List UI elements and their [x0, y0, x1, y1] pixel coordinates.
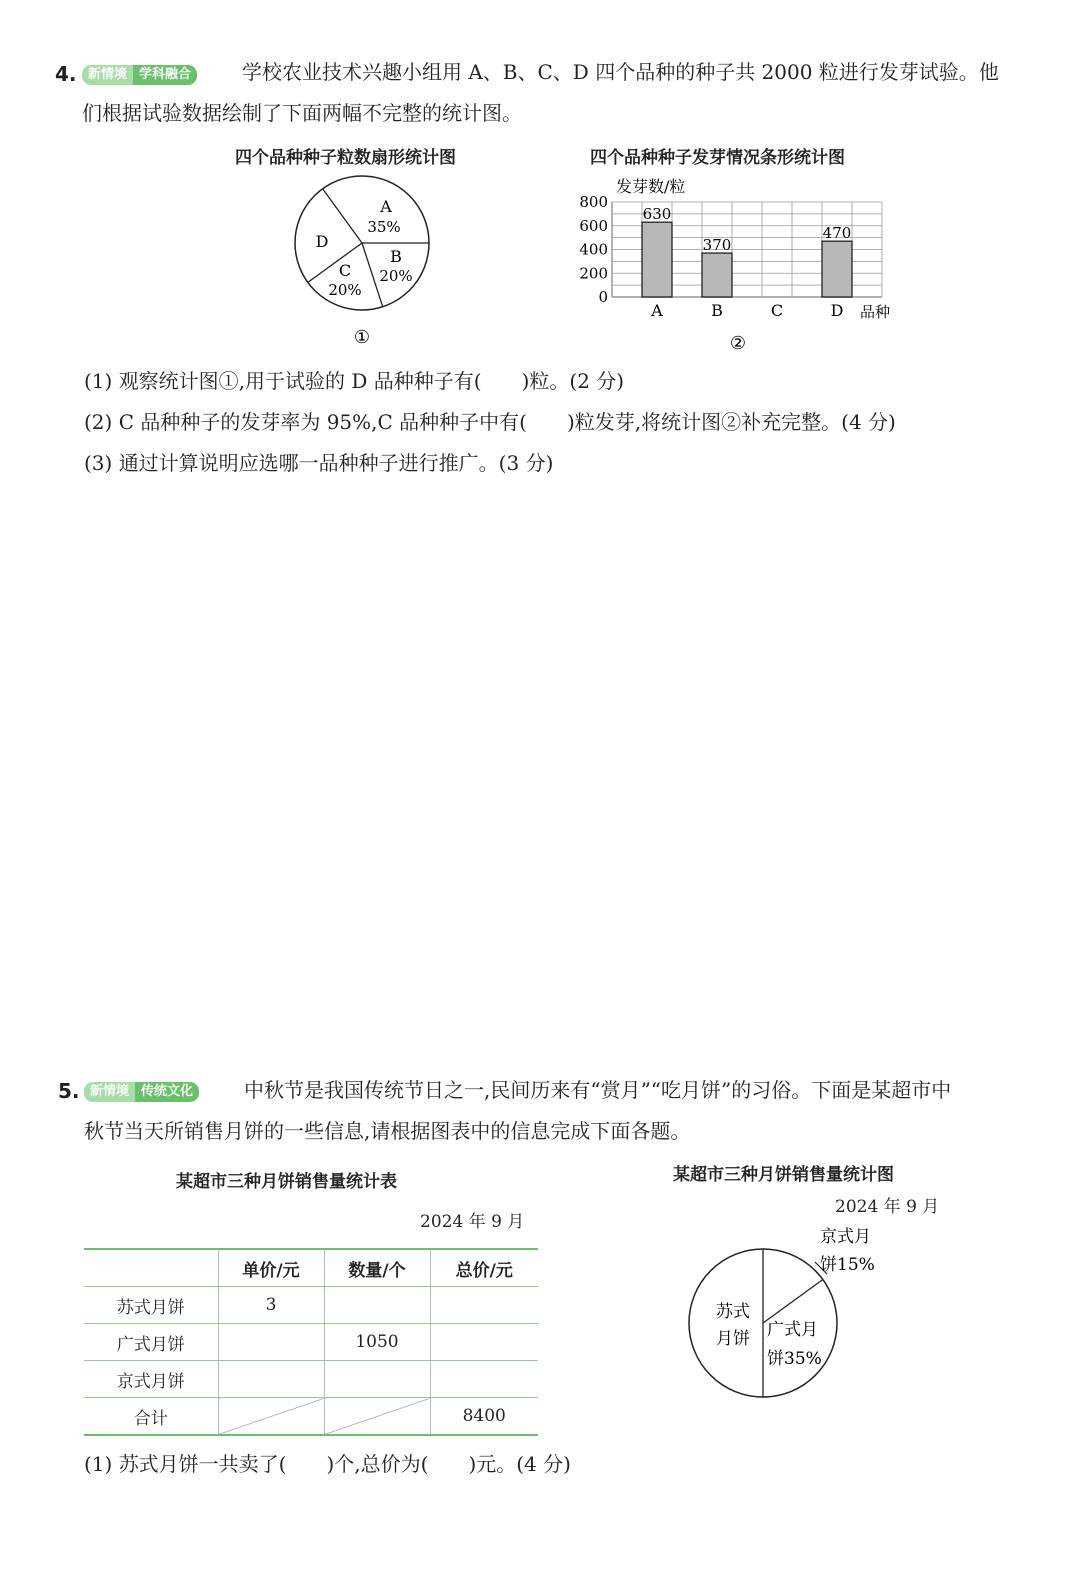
pie-divider-a-start [323, 189, 362, 243]
tag-traditional-culture: 传统文化 [135, 1082, 199, 1102]
table-row [84, 1324, 538, 1361]
pie-label-guangshi-line2: 饼35% [767, 1349, 822, 1369]
bar-d [822, 241, 852, 297]
tag-new-context: 新情境 [84, 1082, 135, 1102]
table-cell [218, 1324, 324, 1361]
pie-label-guangshi-line1: 广式月 [767, 1320, 818, 1340]
seed-pie-chart [280, 170, 450, 345]
bar-b [702, 253, 732, 297]
sales-table [84, 1248, 538, 1436]
bar-category-label: B [711, 301, 723, 320]
bar-data-label: 370 [702, 236, 732, 255]
question-4-sub2: (2) C 品种种子的发芽率为 95%,C 品种种子中有( )粒发芽,将统计图②补充完整。(4 分) [84, 410, 896, 434]
table-row-total [84, 1398, 538, 1436]
mooncake-pie-chart [675, 1222, 895, 1402]
question-4-tags [82, 63, 197, 85]
table-cell: 苏式月饼 [84, 1287, 218, 1324]
question-5-tags [84, 1080, 199, 1102]
table-cell [324, 1287, 430, 1324]
table-cell [430, 1287, 538, 1324]
bar-caption: ② [729, 333, 747, 352]
table-header-cell: 单价/元 [218, 1249, 324, 1287]
bar-x-axis-label: 品种 [860, 303, 891, 321]
bar-y-tick-label: 200 [579, 264, 608, 283]
question-5-sub1: (1) 苏式月饼一共卖了( )个,总价为( )元。(4 分) [84, 1452, 571, 1476]
table-cell [430, 1361, 538, 1398]
bar-y-tick-label: 0 [598, 288, 608, 306]
mooncake-pie-date: 2024 年 9 月 [835, 1197, 940, 1217]
question-4-sub3: (3) 通过计算说明应选哪一品种种子进行推广。(3 分) [84, 451, 554, 475]
pie-value-c: 20% [328, 281, 362, 299]
pie-label-sushi-line1: 苏式 [716, 1302, 750, 1322]
table-header-cell [84, 1249, 218, 1287]
question-5-line1: 中秋节是我国传统节日之一,民间历来有“赏月”“吃月饼”的习俗。下面是某超市中 [244, 1078, 952, 1102]
bar-category-label: A [651, 301, 663, 320]
bar-data-label: 630 [642, 205, 672, 224]
pie-label-b: B [390, 247, 402, 266]
bar-y-tick-label: 600 [579, 216, 608, 235]
pie-value-a: 35% [367, 218, 401, 236]
sales-table-date: 2024 年 9 月 [420, 1212, 525, 1232]
bar-category-label: C [770, 301, 784, 320]
tag-new-context: 新情境 [82, 65, 133, 85]
pie-label-d: D [315, 232, 329, 251]
mooncake-pie-title: 某超市三种月饼销售量统计图 [673, 1165, 894, 1185]
bar-data-label: 470 [822, 224, 852, 243]
pie-divider-jingshi-guangshi [763, 1280, 823, 1323]
table-cell [430, 1324, 538, 1361]
seed-pie-title: 四个品种种子粒数扇形统计图 [235, 148, 456, 168]
table-cell: 8400 [430, 1398, 538, 1436]
table-row [84, 1361, 538, 1398]
question-4-sub1: (1) 观察统计图①,用于试验的 D 品种种子有( )粒。(2 分) [84, 369, 625, 393]
table-cell: 广式月饼 [84, 1324, 218, 1361]
question-5-line2: 秋节当天所销售月饼的一些信息,请根据图表中的信息完成下面各题。 [84, 1119, 691, 1143]
table-cell: 1050 [324, 1324, 430, 1361]
table-header-cell: 总价/元 [430, 1249, 538, 1287]
table-row [84, 1287, 538, 1324]
seed-bar-title: 四个品种种子发芽情况条形统计图 [590, 148, 845, 168]
table-header-row [84, 1249, 538, 1287]
bar-a [642, 222, 672, 297]
table-cell-slashed [324, 1398, 430, 1436]
table-cell: 京式月饼 [84, 1361, 218, 1398]
table-header-cell: 数量/个 [324, 1249, 430, 1287]
pie-label-sushi-line2: 月饼 [716, 1329, 750, 1349]
table-cell-slashed [218, 1398, 324, 1436]
pie-label-a: A [380, 197, 392, 216]
table-cell: 3 [218, 1287, 324, 1324]
table-cell: 合计 [84, 1398, 218, 1436]
pie-label-jingshi-line2: 饼15% [820, 1255, 875, 1275]
pie-label-c: C [338, 261, 352, 280]
sales-table-title: 某超市三种月饼销售量统计表 [176, 1172, 397, 1192]
pie-caption: ① [353, 327, 371, 345]
pie-label-jingshi-line1: 京式月 [820, 1227, 871, 1247]
table-cell [324, 1361, 430, 1398]
bar-y-tick-label: 400 [579, 240, 608, 259]
seed-bar-chart [570, 172, 910, 352]
question-4-line1: 学校农业技术兴趣小组用 A、B、C、D 四个品种的种子共 2000 粒进行发芽试验。他 [242, 60, 999, 84]
question-5-number: 5. [58, 1079, 80, 1103]
tag-subject-integration: 学科融合 [133, 65, 197, 85]
table-cell [218, 1361, 324, 1398]
bar-y-axis-label: 发芽数/粒 [616, 177, 686, 196]
question-4-number: 4. [55, 62, 77, 86]
pie-value-b: 20% [379, 267, 413, 285]
bar-y-tick-label: 800 [579, 193, 608, 211]
bar-category-label: D [830, 301, 844, 320]
question-4-line2: 们根据试验数据绘制了下面两幅不完整的统计图。 [82, 101, 522, 125]
